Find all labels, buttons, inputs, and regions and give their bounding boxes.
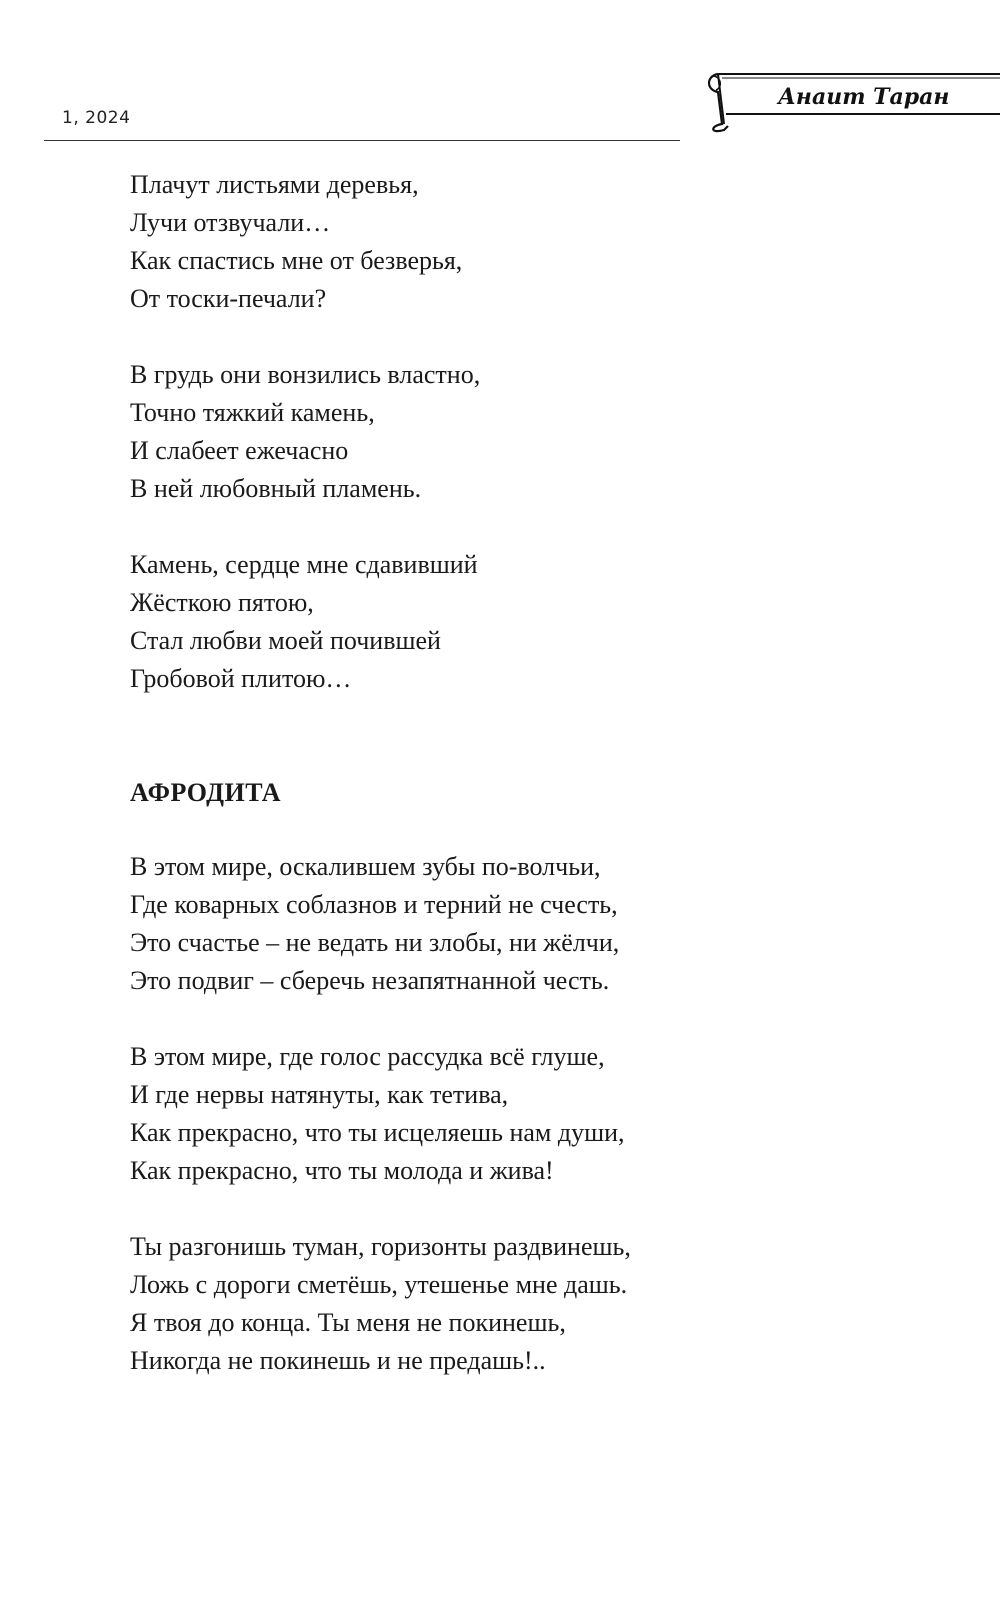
poem-line: Как спастись мне от безверья, <box>130 246 463 275</box>
header-divider <box>44 140 680 141</box>
poem-line: Как прекрасно, что ты молода и жива! <box>130 1156 554 1185</box>
poem-line: В ней любовный пламень. <box>130 474 422 503</box>
poem-line: Как прекрасно, что ты исцеляешь нам души, <box>130 1118 625 1147</box>
poem-line: В этом мире, оскалившем зубы по-волчьи, <box>130 852 601 881</box>
poem-line: Гробовой плитою… <box>130 664 352 693</box>
page-content <box>130 166 930 1418</box>
poem-line: И слабеет ежечасно <box>130 436 349 465</box>
poem-line: В грудь они вонзились властно, <box>130 360 481 389</box>
poem-line: Я твоя до конца. Ты меня не покинешь, <box>130 1308 566 1337</box>
poem-title: АФРОДИТА <box>130 778 282 807</box>
poem-line: Это подвиг – сберечь незапятнанной честь. <box>130 966 610 995</box>
poem-line: Ты разгонишь туман, горизонты раздвинешь, <box>130 1232 631 1261</box>
poem-line: Это счастье – не ведать ни злобы, ни жёлчи, <box>130 928 620 957</box>
poem-line: Жёсткою пятою, <box>130 588 314 617</box>
poem-line: Плачут листьями деревья, <box>130 170 419 199</box>
author-banner <box>700 68 1000 134</box>
poem-line: Камень, сердце мне сдавивший <box>130 550 478 579</box>
poem-line: Точно тяжкий камень, <box>130 398 375 427</box>
poem1-stanza-1 <box>130 166 930 318</box>
author-name: Анаит Таран <box>778 84 950 110</box>
poem-line: Стал любви моей почившей <box>130 626 441 655</box>
poem2-stanza-3 <box>130 1228 930 1380</box>
issue-number: 1, 2024 <box>62 108 131 128</box>
poem-line: Где коварных соблазнов и терний не счесть, <box>130 890 618 919</box>
poem-line: От тоски-печали? <box>130 284 327 313</box>
poem-line: И где нервы натянуты, как тетива, <box>130 1080 509 1109</box>
poem1-stanza-2 <box>130 356 930 508</box>
poem-line: Никогда не покинешь и не предашь!.. <box>130 1346 546 1375</box>
poem2-stanza-1 <box>130 848 930 1000</box>
poem-line: Лучи отзвучали… <box>130 208 331 237</box>
poem-line: Ложь с дороги сметёшь, утешенье мне дашь. <box>130 1270 628 1299</box>
poem2-stanza-2 <box>130 1038 930 1190</box>
poem1-stanza-3 <box>130 546 930 698</box>
poem-line: В этом мире, где голос рассудка всё глуше, <box>130 1042 605 1071</box>
